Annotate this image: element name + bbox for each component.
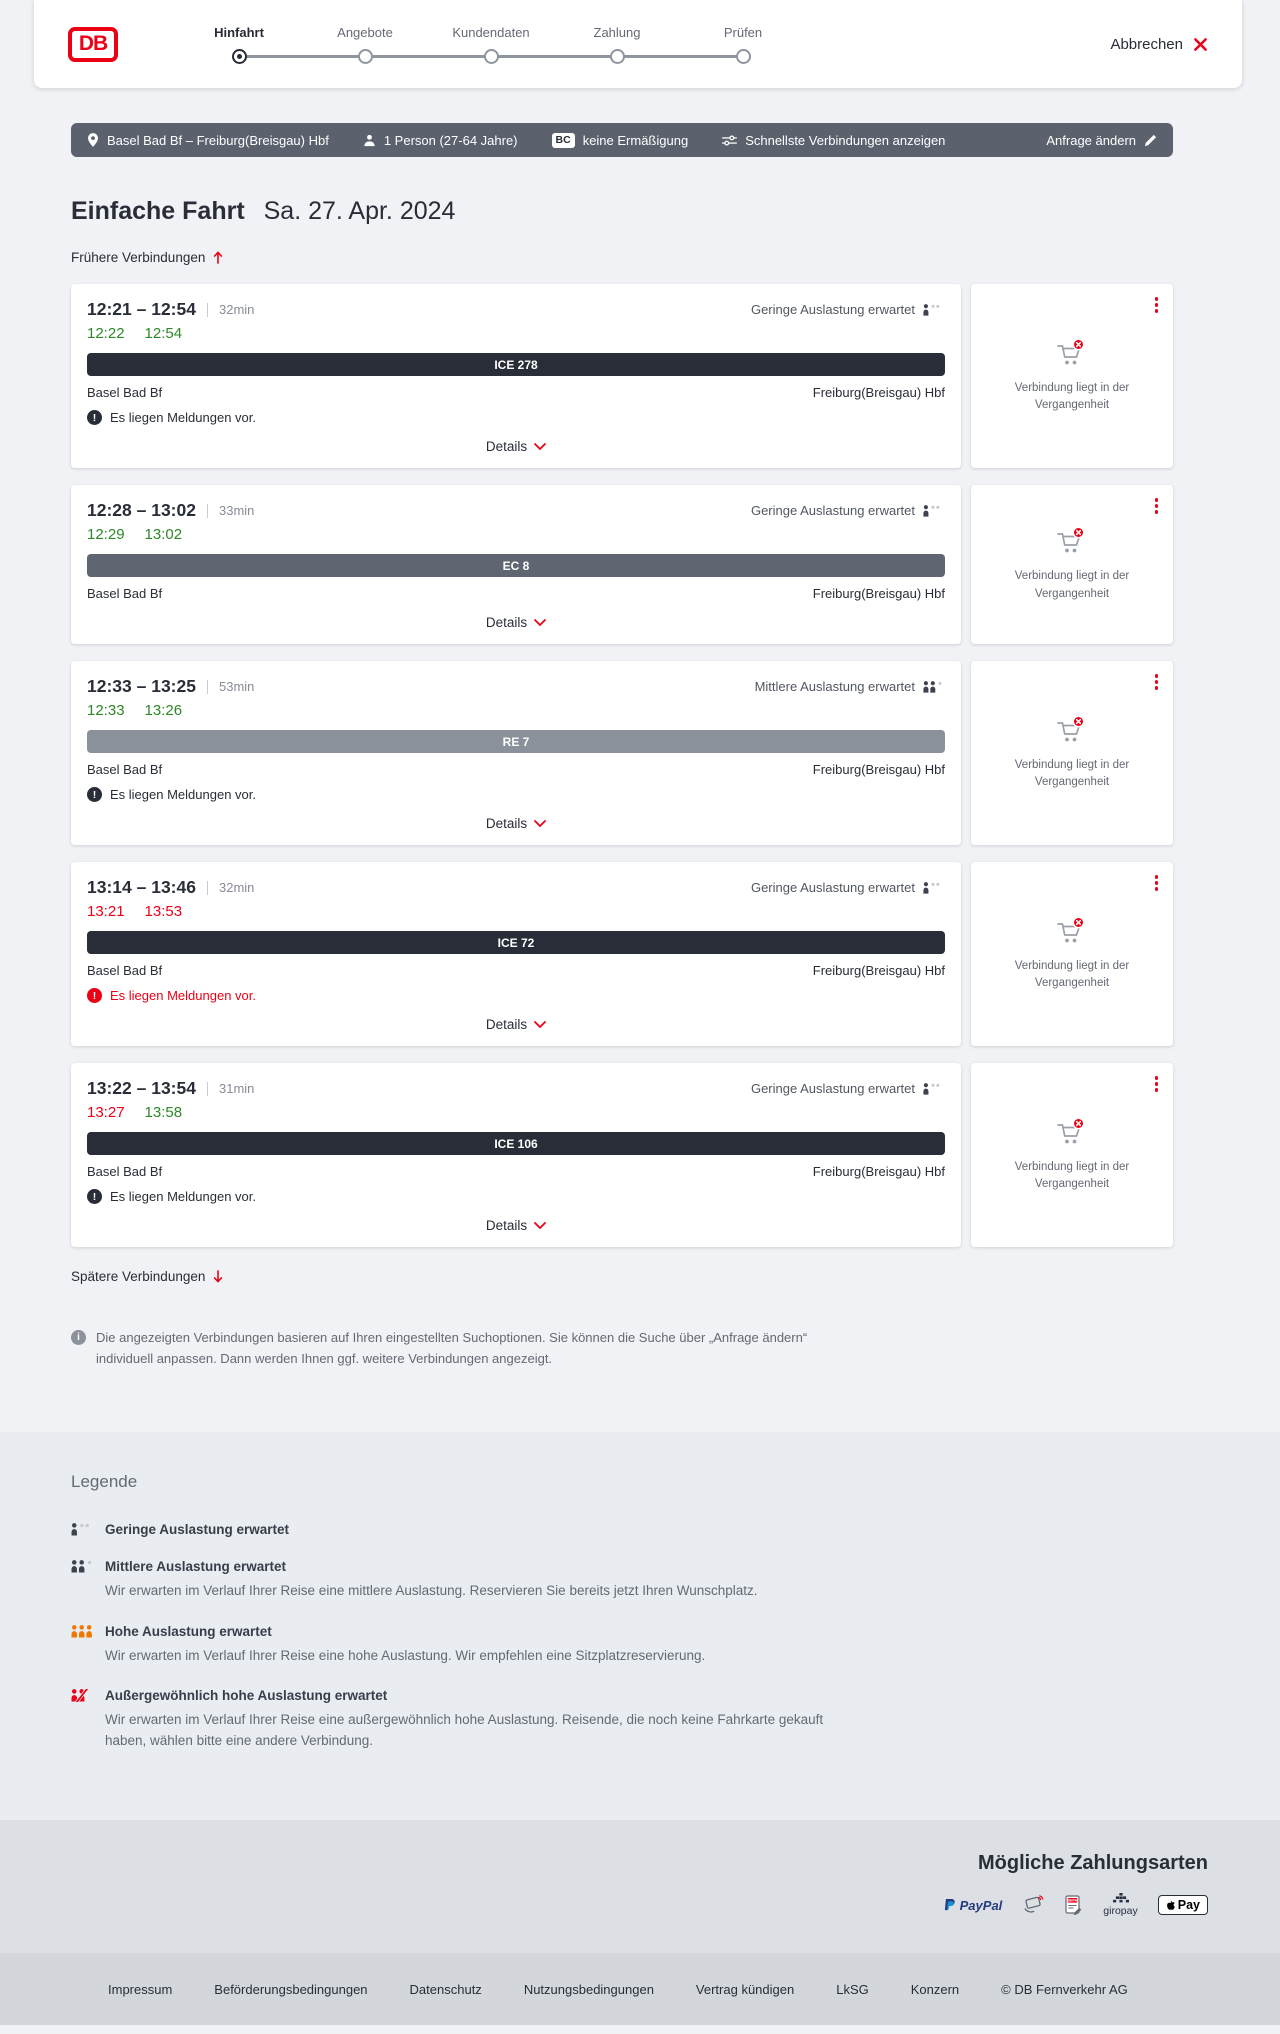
- past-connection-text: Verbindung liegt in der Vergangenheit: [1014, 758, 1130, 788]
- occupancy-label: Geringe Auslastung erwartet: [750, 880, 915, 895]
- train-label: ICE 278: [494, 357, 538, 372]
- legend-item-high: [71, 1624, 1209, 1667]
- occupancy-low-icon: [71, 1523, 95, 1536]
- occupancy-label: Geringe Auslastung erwartet: [750, 503, 915, 518]
- connection-card-2[interactable]: [71, 485, 961, 644]
- legend-title: Legende: [71, 1471, 138, 1491]
- connection-notice: [87, 410, 945, 425]
- trip-type: Einfache Fahrt: [71, 197, 245, 225]
- divider: [207, 680, 208, 694]
- paypal-icon: [943, 1898, 1003, 1913]
- divider: [207, 303, 208, 317]
- connection-card-4[interactable]: [71, 862, 961, 1046]
- occupancy-low-icon: [923, 505, 945, 517]
- cart-unavailable-icon: [1055, 526, 1089, 556]
- legend-item-medium: [71, 1559, 1209, 1602]
- discount-summary: [552, 133, 689, 148]
- footer: [0, 1953, 1280, 2025]
- train-bar: [87, 931, 945, 954]
- occupancy-indicator: [751, 302, 945, 317]
- connection-duration: 31min: [218, 1081, 255, 1096]
- notice-text: Es liegen Meldungen vor.: [110, 410, 256, 425]
- train-label: EC 8: [502, 558, 530, 573]
- notice-text: Es liegen Meldungen vor.: [110, 988, 256, 1003]
- paypal-label: PayPal: [959, 1897, 1003, 1913]
- connection-row: [71, 862, 1173, 1046]
- occupancy-medium-icon: [923, 681, 945, 693]
- details-label: Details: [485, 816, 528, 831]
- giropay-label: giropay: [1103, 1905, 1138, 1918]
- fastest-connections-label: Schnellste Verbindungen anzeigen: [745, 132, 946, 148]
- train-label: ICE 72: [497, 935, 535, 950]
- connection-card-1[interactable]: [71, 284, 961, 468]
- location-pin-icon: [87, 132, 99, 148]
- connection-duration: 53min: [218, 679, 255, 694]
- connection-card-3[interactable]: [71, 661, 961, 845]
- divider: [207, 504, 208, 518]
- connection-times: 12:28 – 13:02: [87, 500, 196, 520]
- kebab-menu[interactable]: [1152, 495, 1162, 517]
- search-info-note: [71, 1328, 841, 1370]
- cart-unavailable-icon: [1055, 715, 1089, 745]
- connection-row: [71, 1063, 1173, 1247]
- earlier-connections-link[interactable]: [71, 250, 223, 265]
- chevron-down-icon: [534, 1222, 546, 1229]
- kebab-menu[interactable]: [1152, 872, 1162, 894]
- apple-pay-icon: [1158, 1895, 1208, 1915]
- route-summary: [87, 132, 329, 148]
- realtime-arrival: 13:53: [144, 903, 183, 920]
- step-hinfahrt[interactable]: [176, 24, 302, 64]
- legend-description: Wir erwarten im Verlauf Ihrer Reise eine außergewöhnlich hohe Auslastung. Reisende, die noch keine Fahrkarte gekauft haben, wählen bitte eine andere Verbindung.: [105, 1712, 824, 1749]
- booking-stepper: [176, 24, 806, 64]
- origin-station: Basel Bad Bf: [87, 1164, 163, 1179]
- destination-station: Freiburg(Breisgau) Hbf: [812, 385, 945, 400]
- past-connection-text: Verbindung liegt in der Vergangenheit: [1014, 381, 1130, 411]
- details-button[interactable]: [87, 812, 945, 835]
- cart-unavailable-icon: [1055, 916, 1089, 946]
- realtime-departure: 12:33: [87, 702, 125, 719]
- passenger-summary: [363, 133, 518, 148]
- cancel-label: Abbrechen: [1110, 35, 1183, 53]
- past-connection-card: [971, 284, 1173, 468]
- notice-text: Es liegen Meldungen vor.: [110, 1189, 256, 1204]
- footer-link-impressum[interactable]: Impressum: [108, 1981, 173, 1997]
- occupancy-medium-icon: [71, 1560, 95, 1573]
- train-bar: [87, 1132, 945, 1155]
- train-label: RE 7: [502, 734, 530, 749]
- notice-text: Es liegen Meldungen vor.: [110, 787, 256, 802]
- pencil-icon: [1144, 134, 1157, 147]
- connection-notice: [87, 787, 945, 802]
- step-dot-active: [232, 49, 247, 64]
- person-icon: [363, 134, 376, 147]
- discount-text: keine Ermäßigung: [582, 132, 689, 148]
- connection-results: [71, 284, 1173, 1247]
- footer-link-konzern[interactable]: Konzern: [910, 1981, 960, 1997]
- connection-times: 12:33 – 13:25: [87, 676, 196, 696]
- payment-section: [0, 1820, 1280, 1953]
- details-label: Details: [485, 1218, 528, 1233]
- connection-notice: [87, 988, 945, 1003]
- realtime-departure: 13:27: [87, 1104, 125, 1121]
- sepa-label: SEPA: [1068, 1898, 1078, 1903]
- connection-times: 13:14 – 13:46: [87, 877, 196, 897]
- origin-station: Basel Bad Bf: [87, 385, 163, 400]
- occupancy-indicator: [755, 679, 945, 694]
- alert-icon: [87, 410, 102, 425]
- occupancy-high-icon: [71, 1625, 95, 1638]
- details-button[interactable]: [87, 435, 945, 458]
- step-dot: [358, 49, 373, 64]
- realtime-departure: 12:29: [87, 526, 125, 543]
- kebab-menu[interactable]: [1152, 1073, 1162, 1095]
- db-logo: [68, 27, 118, 62]
- step-label: Prüfen: [723, 25, 763, 40]
- past-connection-card: [971, 485, 1173, 644]
- past-connection-card: [971, 661, 1173, 845]
- earlier-connections-label: Frühere Verbindungen: [71, 250, 206, 265]
- fastest-connections-toggle[interactable]: [722, 133, 945, 148]
- legend-label: Hohe Auslastung erwartet: [105, 1623, 272, 1639]
- divider: [207, 1082, 208, 1096]
- page-title: [71, 197, 1280, 226]
- app-header: [34, 0, 1242, 88]
- divider: [207, 881, 208, 895]
- destination-station: Freiburg(Breisgau) Hbf: [812, 963, 945, 978]
- realtime-arrival: 13:26: [144, 702, 183, 719]
- occupancy-indicator: [751, 503, 945, 518]
- details-label: Details: [485, 1017, 528, 1032]
- info-icon: [71, 1330, 86, 1345]
- step-zahlung[interactable]: [554, 24, 680, 64]
- connection-duration: 33min: [218, 503, 255, 518]
- occupancy-label: Geringe Auslastung erwartet: [750, 1081, 915, 1096]
- arrow-up-icon: [213, 251, 223, 264]
- db-logo-text: DB: [78, 32, 108, 55]
- connection-card-5[interactable]: [71, 1063, 961, 1247]
- footer-link-nutzungsbedingungen[interactable]: Nutzungsbedingungen: [523, 1981, 654, 1997]
- route-text: Basel Bad Bf – Freiburg(Breisgau) Hbf: [107, 132, 329, 148]
- realtime-arrival: 13:02: [144, 526, 183, 543]
- footer-link-lksg[interactable]: LkSG: [836, 1981, 869, 1997]
- train-bar: [87, 554, 945, 577]
- step-pruefen[interactable]: [680, 24, 806, 64]
- occupancy-low-icon: [923, 882, 945, 894]
- legend-section: [0, 1432, 1280, 1821]
- connection-row: [71, 284, 1173, 468]
- sliders-icon: [722, 135, 737, 146]
- giropay-icon: [1103, 1893, 1137, 1917]
- past-connection-text: Verbindung liegt in der Vergangenheit: [1014, 570, 1130, 600]
- footer-link-befoerderungsbedingungen[interactable]: Beförderungsbedingungen: [214, 1981, 368, 1997]
- later-connections-label: Spätere Verbindungen: [71, 1269, 206, 1284]
- legend-item-exceptional: [71, 1688, 1209, 1752]
- realtime-departure: 12:22: [87, 325, 125, 342]
- edit-request-label: Anfrage ändern: [1046, 132, 1136, 148]
- chevron-down-icon: [534, 619, 546, 626]
- legend-description: Wir erwarten im Verlauf Ihrer Reise eine hohe Auslastung. Wir empfehlen eine Sitzplatzreservierung.: [105, 1647, 706, 1663]
- occupancy-low-icon: [923, 304, 945, 316]
- origin-station: Basel Bad Bf: [87, 586, 163, 601]
- details-button[interactable]: [87, 611, 945, 634]
- sepa-direct-debit-icon: [1065, 1895, 1083, 1915]
- realtime-departure: 13:21: [87, 903, 125, 920]
- legend-label: Mittlere Auslastung erwartet: [105, 1558, 287, 1574]
- later-connections-link[interactable]: [71, 1269, 223, 1284]
- connection-times: 13:22 – 13:54: [87, 1078, 196, 1098]
- step-dot: [736, 49, 751, 64]
- bahncard-badge: BC: [552, 133, 575, 148]
- connection-duration: 32min: [218, 302, 255, 317]
- step-label: Zahlung: [593, 25, 641, 40]
- train-label: ICE 106: [494, 1136, 538, 1151]
- legend-label: Geringe Auslastung erwartet: [105, 1521, 290, 1537]
- edit-request-button[interactable]: [1046, 133, 1157, 148]
- footer-copyright: © DB Fernverkehr AG: [1001, 1981, 1128, 1997]
- credit-card-icon: [1022, 1895, 1045, 1915]
- destination-station: Freiburg(Breisgau) Hbf: [812, 762, 945, 777]
- connection-times: 12:21 – 12:54: [87, 299, 196, 319]
- connection-duration: 32min: [218, 880, 255, 895]
- arrow-down-icon: [213, 1270, 223, 1283]
- past-connection-text: Verbindung liegt in der Vergangenheit: [1014, 1160, 1130, 1190]
- alert-icon: [87, 1189, 102, 1204]
- travel-date: Sa. 27. Apr. 2024: [263, 197, 456, 225]
- paypal-mark-icon: [943, 1898, 956, 1913]
- occupancy-low-icon: [923, 1083, 945, 1095]
- train-bar: [87, 730, 945, 753]
- details-label: Details: [485, 439, 528, 454]
- footer-link-vertrag-kuendigen[interactable]: Vertrag kündigen: [695, 1981, 795, 1997]
- passenger-text: 1 Person (27-64 Jahre): [383, 132, 518, 148]
- chevron-down-icon: [534, 820, 546, 827]
- apple-pay-label: Pay: [1177, 1898, 1200, 1913]
- occupancy-exceptional-icon: [71, 1689, 95, 1702]
- connection-notice: [87, 1189, 945, 1204]
- occupancy-label: Mittlere Auslastung erwartet: [754, 679, 915, 694]
- close-icon: [1193, 37, 1208, 52]
- alert-icon: [87, 988, 102, 1003]
- legend-description: Wir erwarten im Verlauf Ihrer Reise eine mittlere Auslastung. Reservieren Sie bereits jetzt Ihren Wunschplatz.: [105, 1582, 758, 1598]
- chevron-down-icon: [534, 443, 546, 450]
- connection-row: [71, 485, 1173, 644]
- details-label: Details: [485, 615, 528, 630]
- info-text: Die angezeigten Verbindungen basieren auf Ihren eingestellten Suchoptionen. Sie können die Suche über „Anfrage ändern“ individuell anpassen. Dann werden Ihnen ggf. weitere Verbindungen angezeigt.: [96, 1330, 808, 1366]
- train-bar: [87, 353, 945, 376]
- step-dot: [484, 49, 499, 64]
- realtime-arrival: 12:54: [144, 325, 183, 342]
- apple-icon: [1166, 1900, 1175, 1911]
- destination-station: Freiburg(Breisgau) Hbf: [812, 1164, 945, 1179]
- step-label: Kundendaten: [452, 25, 530, 40]
- legend-label: Außergewöhnlich hohe Auslastung erwartet: [105, 1688, 388, 1704]
- footer-link-datenschutz[interactable]: Datenschutz: [409, 1981, 482, 1997]
- alert-icon: [87, 787, 102, 802]
- past-connection-text: Verbindung liegt in der Vergangenheit: [1014, 959, 1130, 989]
- kebab-menu[interactable]: [1152, 294, 1162, 316]
- step-dot: [610, 49, 625, 64]
- cancel-button[interactable]: [1110, 36, 1208, 53]
- cart-unavailable-icon: [1055, 338, 1089, 368]
- origin-station: Basel Bad Bf: [87, 963, 163, 978]
- kebab-menu[interactable]: [1152, 671, 1162, 693]
- details-button[interactable]: [87, 1214, 945, 1237]
- past-connection-card: [971, 862, 1173, 1046]
- occupancy-indicator: [751, 880, 945, 895]
- origin-station: Basel Bad Bf: [87, 762, 163, 777]
- realtime-arrival: 13:58: [144, 1104, 183, 1121]
- connection-row: [71, 661, 1173, 845]
- legend-item-low: [71, 1522, 1209, 1537]
- search-summary-bar: [71, 123, 1173, 157]
- payment-title: Mögliche Zahlungsarten: [977, 1852, 1208, 1875]
- chevron-down-icon: [534, 1021, 546, 1028]
- giropay-mark-icon: [1113, 1893, 1129, 1903]
- step-angebote[interactable]: [302, 24, 428, 64]
- destination-station: Freiburg(Breisgau) Hbf: [812, 586, 945, 601]
- details-button[interactable]: [87, 1013, 945, 1036]
- past-connection-card: [971, 1063, 1173, 1247]
- occupancy-label: Geringe Auslastung erwartet: [750, 302, 915, 317]
- step-kundendaten[interactable]: [428, 24, 554, 64]
- occupancy-indicator: [751, 1081, 945, 1096]
- cart-unavailable-icon: [1055, 1117, 1089, 1147]
- step-label: Hinfahrt: [214, 25, 264, 40]
- step-label: Angebote: [337, 25, 393, 40]
